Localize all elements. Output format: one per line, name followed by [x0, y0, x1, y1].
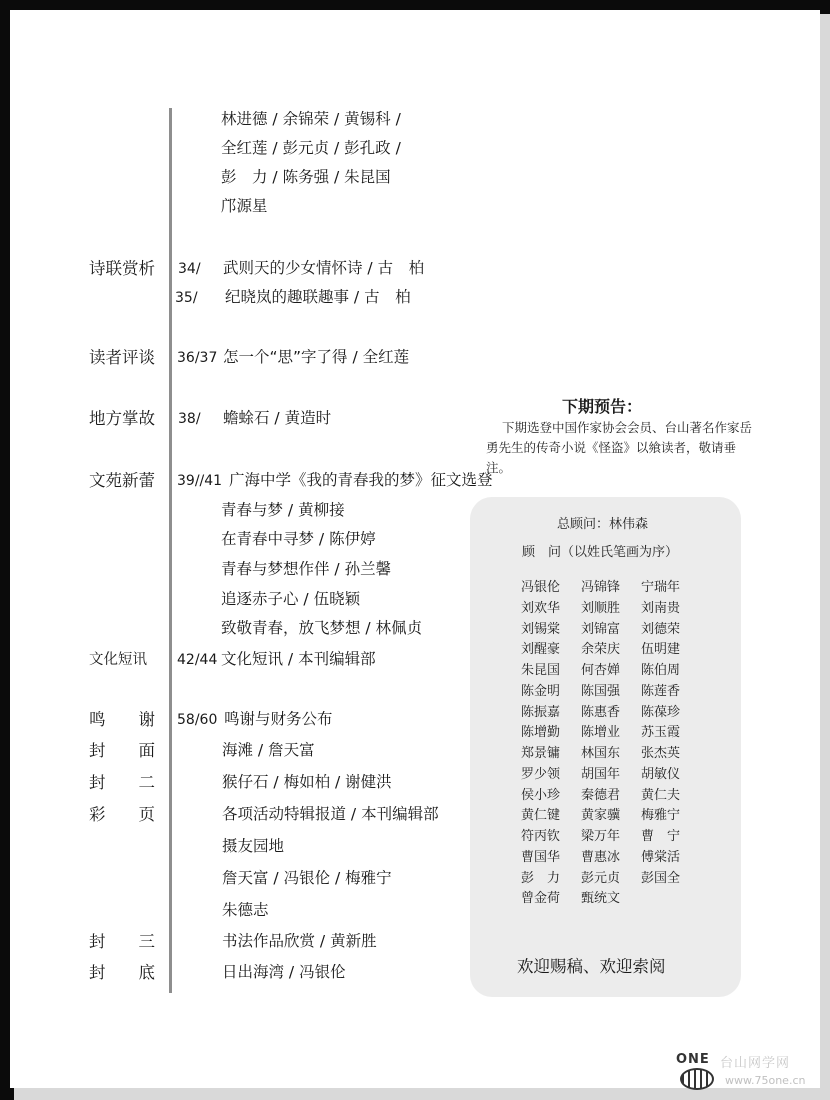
page-shadow-right [820, 14, 830, 1094]
advisor-name: 黄仁夫 [641, 787, 681, 803]
entry-page: 34/ [178, 261, 201, 277]
entry-title: 猴仔石 / 梅如柏 / 谢健洪 [222, 773, 392, 791]
section-wenyuan: 文苑新蕾 [89, 471, 155, 490]
advisor-name: 陈振嘉 [521, 704, 561, 720]
entry-title: 追逐赤子心 / 伍晓颖 [221, 590, 361, 608]
advisor-name: 罗少领 [521, 766, 561, 782]
advisor-name: 彭元贞 [581, 870, 621, 886]
section-duzhe: 读者评谈 [89, 348, 155, 367]
entry-page: 58/60 [177, 712, 218, 728]
advisor-name: 宁瑞年 [641, 580, 681, 595]
advisor-name: 梅雅宁 [641, 808, 681, 824]
section-fengmian: 封 面 [89, 741, 155, 760]
entry-title: 书法作品欣赏 / 黄新胜 [222, 932, 377, 950]
advisor-name: 黄家骥 [581, 808, 621, 824]
advisor-name: 侯小珍 [521, 787, 561, 803]
section-difang: 地方掌故 [89, 409, 155, 428]
advisor-name: 刘醒豪 [521, 642, 561, 658]
advisor-name: 刘锡棠 [521, 621, 561, 637]
advisor-name: 冯银伦 [521, 580, 561, 595]
advisor-name: 刘欢华 [521, 600, 561, 616]
advisor-name: 余荣庆 [581, 642, 621, 658]
advisor-name: 曹国华 [521, 849, 561, 865]
entry-title: 怎一个“思”字了得 / 全红莲 [223, 348, 410, 366]
entry-title: 广海中学《我的青春我的梦》征文选登 [229, 471, 493, 489]
advisor-name: 陈金明 [521, 683, 561, 699]
advisor-name: 彭国全 [641, 870, 681, 886]
advisor-name: 朱昆国 [521, 663, 561, 678]
advisor-name: 何杏婵 [581, 663, 621, 678]
preview-text: 下期选登中国作家协会会员、台山著名作家岳勇先生的传奇小说《怪盗》以飨读者，敬请垂注。 [486, 420, 753, 475]
section-wenhua: 文化短讯 [89, 652, 147, 668]
entry-title: 海滩 / 詹天富 [222, 741, 315, 759]
advisors-name-grid [521, 578, 711, 910]
preview-title: 下期预告： [562, 397, 643, 416]
authors-line-1: 林进德 / 余锦荣 / 黄锡科 / [221, 110, 401, 128]
entry-title: 青春与梦想作伴 / 孙兰馨 [221, 560, 392, 578]
advisor-name: 伍明建 [641, 642, 681, 658]
section-fengdi: 封 底 [89, 963, 155, 982]
advisor-name: 刘锦富 [581, 621, 621, 637]
advisor-name: 张杰英 [641, 746, 681, 761]
section-shilian: 诗联赏析 [89, 259, 155, 278]
section-fengsan: 封 三 [89, 932, 155, 951]
advisor-name: 刘德荣 [641, 621, 681, 637]
advisor-name: 陈葆珍 [641, 704, 681, 720]
advisor-name: 秦德君 [581, 787, 621, 803]
watermark-url: www.75one.cn [725, 1074, 806, 1087]
advisor-name: 林国东 [581, 746, 621, 761]
advisor-name: 胡敏仪 [641, 766, 681, 782]
advisor-name: 冯锦锋 [581, 580, 621, 595]
advisor-name: 曹惠冰 [581, 849, 621, 865]
advisor-name: 刘南贵 [641, 600, 681, 616]
entry-title: 青春与梦 / 黄柳接 [221, 501, 345, 519]
entry-title: 纪晓岚的趣联趣事 / 古 柏 [225, 288, 411, 306]
watermark-site-name: 台山网学网 [720, 1056, 791, 1071]
advisor-name: 胡国年 [581, 766, 621, 782]
entry-title: 摄友园地 [222, 837, 285, 855]
entry-title: 各项活动特辑报道 / 本刊编辑部 [222, 805, 439, 823]
toc-divider-line [169, 108, 172, 993]
advisor-name: 曾金荷 [521, 891, 561, 907]
advisor-name: 陈伯周 [641, 663, 681, 678]
entry-title: 日出海湾 / 冯银伦 [222, 963, 346, 981]
advisor-name: 傅棠活 [641, 849, 681, 865]
authors-line-4: 邝源星 [221, 197, 268, 215]
entry-page: 35/ [175, 290, 198, 306]
globe-icon [680, 1068, 714, 1090]
advisor-name: 彭 力 [521, 870, 561, 886]
section-fenger: 封 二 [89, 773, 155, 792]
chief-advisor: 总顾问：林伟森 [557, 517, 649, 532]
advisor-name: 符丙钦 [521, 829, 561, 844]
advisor-name: 黄仁键 [521, 808, 561, 824]
section-caiye: 彩 页 [89, 805, 155, 824]
advisor-name: 陈增勤 [521, 725, 561, 741]
section-mingxie: 鸣 谢 [89, 710, 155, 729]
advisor-name: 陈惠香 [581, 704, 621, 720]
advisor-name: 曹 宁 [641, 829, 681, 844]
advisor-name: 苏玉霞 [641, 725, 681, 741]
entry-title: 詹天富 / 冯银伦 / 梅雅宁 [222, 869, 392, 887]
authors-line-3: 彭 力 / 陈务强 / 朱昆国 [221, 168, 391, 186]
advisor-name: 陈增业 [581, 725, 621, 741]
entry-title: 蟾蜍石 / 黄造时 [223, 409, 332, 427]
entry-title: 朱德志 [222, 901, 269, 919]
authors-line-2: 全红莲 / 彭元贞 / 彭孔政 / [221, 139, 401, 157]
watermark-brand: ONE [676, 1052, 710, 1067]
entry-page: 42/44 [177, 652, 218, 668]
entry-title: 武则天的少女情怀诗 / 古 柏 [223, 259, 425, 277]
advisor-name: 陈莲香 [641, 683, 681, 699]
entry-page: 36/37 [177, 350, 218, 366]
advisors-heading: 顾 问（以姓氏笔画为序） [522, 545, 679, 560]
entry-title: 致敬青春，放飞梦想 / 林佩贞 [221, 619, 423, 637]
page-shadow-bottom [14, 1088, 830, 1100]
entry-title: 鸣谢与财务公布 [224, 710, 333, 728]
advisor-name: 梁万年 [581, 829, 621, 844]
entry-page: 38/ [178, 411, 201, 427]
entry-title: 文化短讯 / 本刊编辑部 [221, 650, 376, 668]
entry-title: 在青春中寻梦 / 陈伊婷 [221, 530, 376, 548]
advisor-name: 郑景镛 [521, 746, 561, 761]
advisor-name: 甄统文 [581, 891, 621, 907]
entry-page: 39//41 [177, 473, 223, 489]
welcome-text: 欢迎赐稿、欢迎索阅 [517, 957, 666, 976]
advisor-name: 刘顺胜 [581, 600, 621, 616]
advisor-name: 陈国强 [581, 683, 621, 699]
